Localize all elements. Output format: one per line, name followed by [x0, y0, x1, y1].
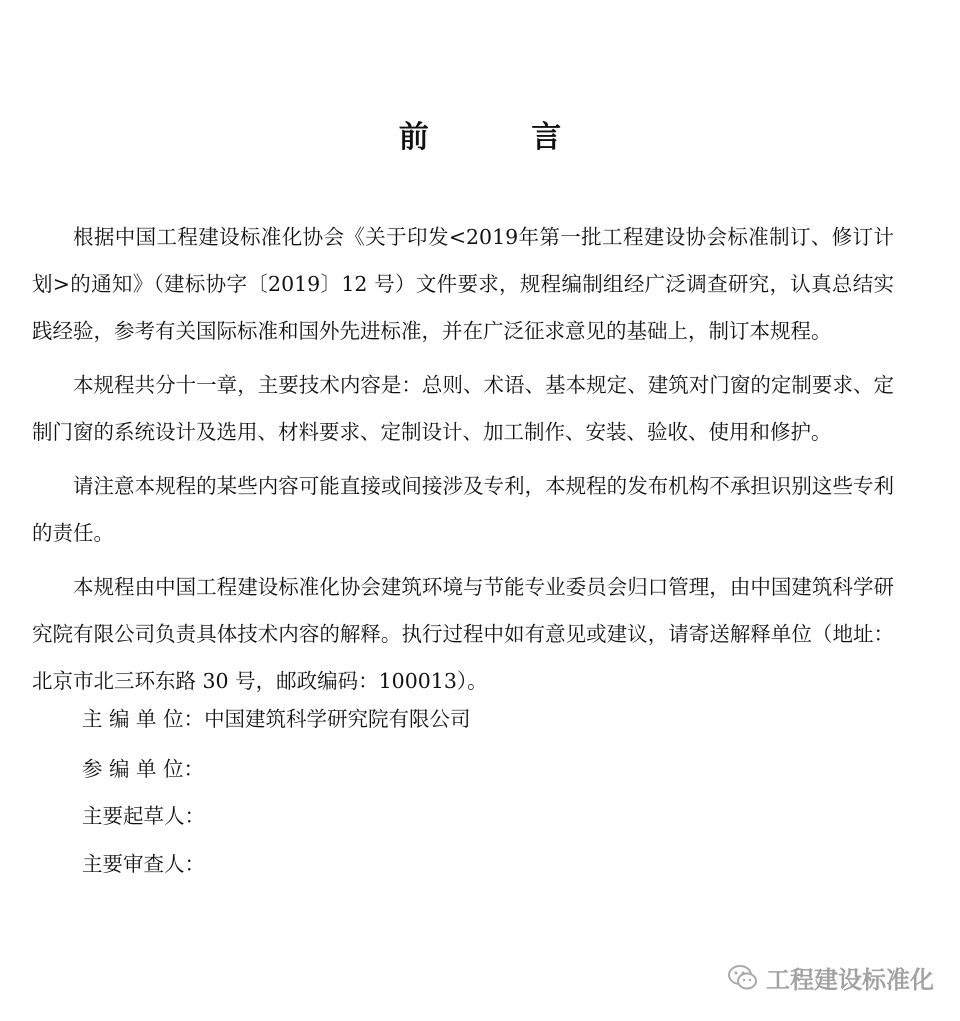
paragraph-basis: 根据中国工程建设标准化协会《关于印发<2019年第一批工程建设协会标准制订、修订计划>的通知》（建标协字〔2019〕12 号）文件要求，规程编制组经广泛调查研究，认真总结实践经验，参考有关国际标准和国外先进标准，并在广泛征求意见的基础上，制订本规程。 — [32, 225, 894, 343]
drafters-line — [82, 801, 205, 831]
chief-editor-label: 主 编 单 位： — [82, 707, 205, 731]
paragraph-administration: 本规程由中国工程建设标准化协会建筑环境与节能专业委员会归口管理，由中国建筑科学研究院有限公司负责具体技术内容的解释。执行过程中如有意见或建议，请寄送解释单位（地址：北京市北三环东路 30 号，邮政编码：100013）。 — [32, 575, 894, 693]
watermark-text: 工程建设标准化 — [766, 966, 934, 994]
preface-body — [32, 214, 894, 712]
chief-editor-value: 中国建筑科学研究院有限公司 — [204, 707, 471, 731]
participating-unit-label: 参 编 单 位： — [82, 757, 205, 781]
page-title: 前 言 — [398, 120, 608, 155]
watermark — [728, 960, 934, 995]
reviewers-line — [82, 849, 205, 879]
paragraph-contents: 本规程共分十一章，主要技术内容是：总则、术语、基本规定、建筑对门窗的定制要求、定制门窗的系统设计及选用、材料要求、定制设计、加工制作、安装、验收、使用和修护。 — [32, 373, 894, 444]
chief-editor-line — [82, 704, 471, 734]
participating-unit-line — [82, 754, 204, 784]
paragraph-patent-notice: 请注意本规程的某些内容可能直接或间接涉及专利，本规程的发布机构不承担识别这些专利的责任。 — [32, 474, 894, 545]
reviewers-label: 主要审查人： — [82, 852, 205, 876]
drafters-label: 主要起草人： — [82, 804, 205, 828]
wechat-icon — [728, 965, 758, 991]
